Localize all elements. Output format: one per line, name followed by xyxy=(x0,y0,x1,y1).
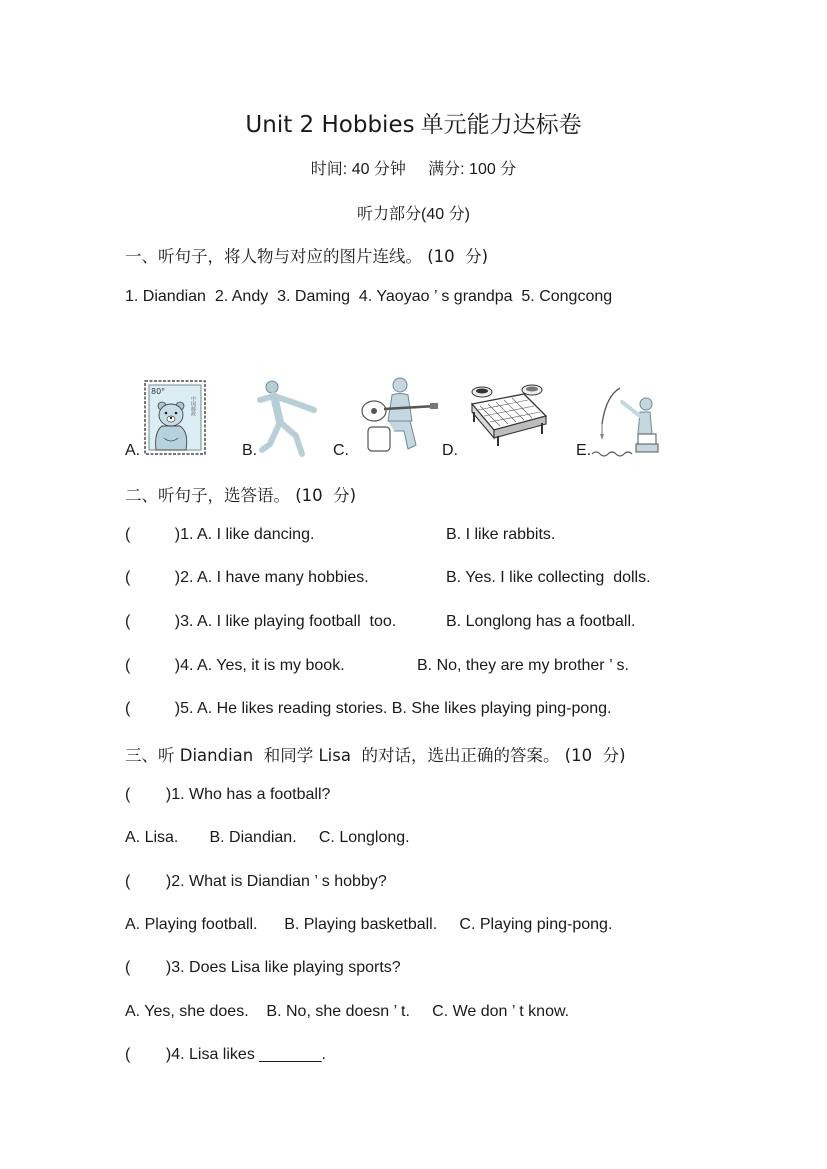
time-info: 时间: 40 分钟 满分: 100 分 xyxy=(310,161,517,178)
dancing-person-icon xyxy=(252,378,322,458)
section2-heading: 二、听句子，选答语。 (10 分) xyxy=(125,486,357,505)
fishing-person-icon xyxy=(590,384,662,460)
picture-label-a: A. xyxy=(125,442,141,459)
section2-item-2-option-b: B. Yes. I like collecting dolls. xyxy=(446,569,651,586)
section3-question-1-options: A. Lisa. B. Diandian. C. Longlong. xyxy=(125,829,410,846)
picture-label-c: C. xyxy=(333,442,349,459)
section1-heading: 一、听句子，将人物与对应的图片连线。 (10 分) xyxy=(125,247,489,266)
section3-question-3-options: A. Yes, she does. B. No, she doesn ’ t. C. We don ’ t know. xyxy=(125,1003,570,1020)
item-prefix: ( )5. xyxy=(125,700,198,717)
item-prefix: ( )4. xyxy=(125,657,198,674)
section3-question-1: ( )1. Who has a football? xyxy=(125,786,331,803)
item-prefix: ( )2. xyxy=(125,569,198,586)
option-a: A. Yes, it is my book. xyxy=(197,657,345,674)
option-a: A. I have many hobbies. xyxy=(197,569,369,586)
part-title: 听力部分(40 分) xyxy=(357,206,470,223)
stamp-text: 中国邮政 xyxy=(190,396,196,416)
option-a: A. He likes reading stories. xyxy=(197,700,388,717)
option-a: A. I like playing football too. xyxy=(197,613,397,630)
section3-heading: 三、听 Diandian 和同学 Lisa 的对话，选出正确的答案。 (10 分) xyxy=(125,746,626,765)
title-chinese: 单元能力达标卷 xyxy=(420,112,582,138)
section2-item-3 xyxy=(125,613,396,631)
section1-names: 1. Diandian 2. Andy 3. Daming 4. Yaoyao ’ s grandpa 5. Congcong xyxy=(125,288,613,305)
option-a: A. I like dancing. xyxy=(197,526,315,543)
picture-label-b: B. xyxy=(242,442,258,459)
guitar-player-icon xyxy=(358,375,440,455)
item-prefix: ( )1. xyxy=(125,526,198,543)
picture-label-e: E. xyxy=(576,442,592,459)
section3-question-4: ( )4. Lisa likes _______. xyxy=(125,1046,326,1063)
section2-item-5 xyxy=(125,700,611,718)
option-b: B. She likes playing ping-pong. xyxy=(391,700,612,717)
picture-row xyxy=(120,370,680,465)
go-board-icon xyxy=(468,382,548,450)
stamp-value: 80° xyxy=(151,387,166,396)
title-english: Unit 2 Hobbies xyxy=(245,112,415,138)
section2-item-4-option-b: B. No, they are my brother ’ s. xyxy=(417,657,629,674)
bear-stamp-icon xyxy=(144,380,206,455)
section3-question-2: ( )2. What is Diandian ’ s hobby? xyxy=(125,873,387,890)
section2-item-2 xyxy=(125,569,369,587)
section3-question-3: ( )3. Does Lisa like playing sports? xyxy=(125,959,401,976)
page-title xyxy=(0,106,827,139)
section2-item-3-option-b: B. Longlong has a football. xyxy=(446,613,636,630)
section2-item-1-option-b: B. I like rabbits. xyxy=(446,526,556,543)
section2-item-4 xyxy=(125,657,345,675)
picture-label-d: D. xyxy=(442,442,458,459)
item-prefix: ( )3. xyxy=(125,613,198,630)
section2-item-1 xyxy=(125,526,314,544)
section3-question-2-options: A. Playing football. B. Playing basketball. C. Playing ping-pong. xyxy=(125,916,613,933)
